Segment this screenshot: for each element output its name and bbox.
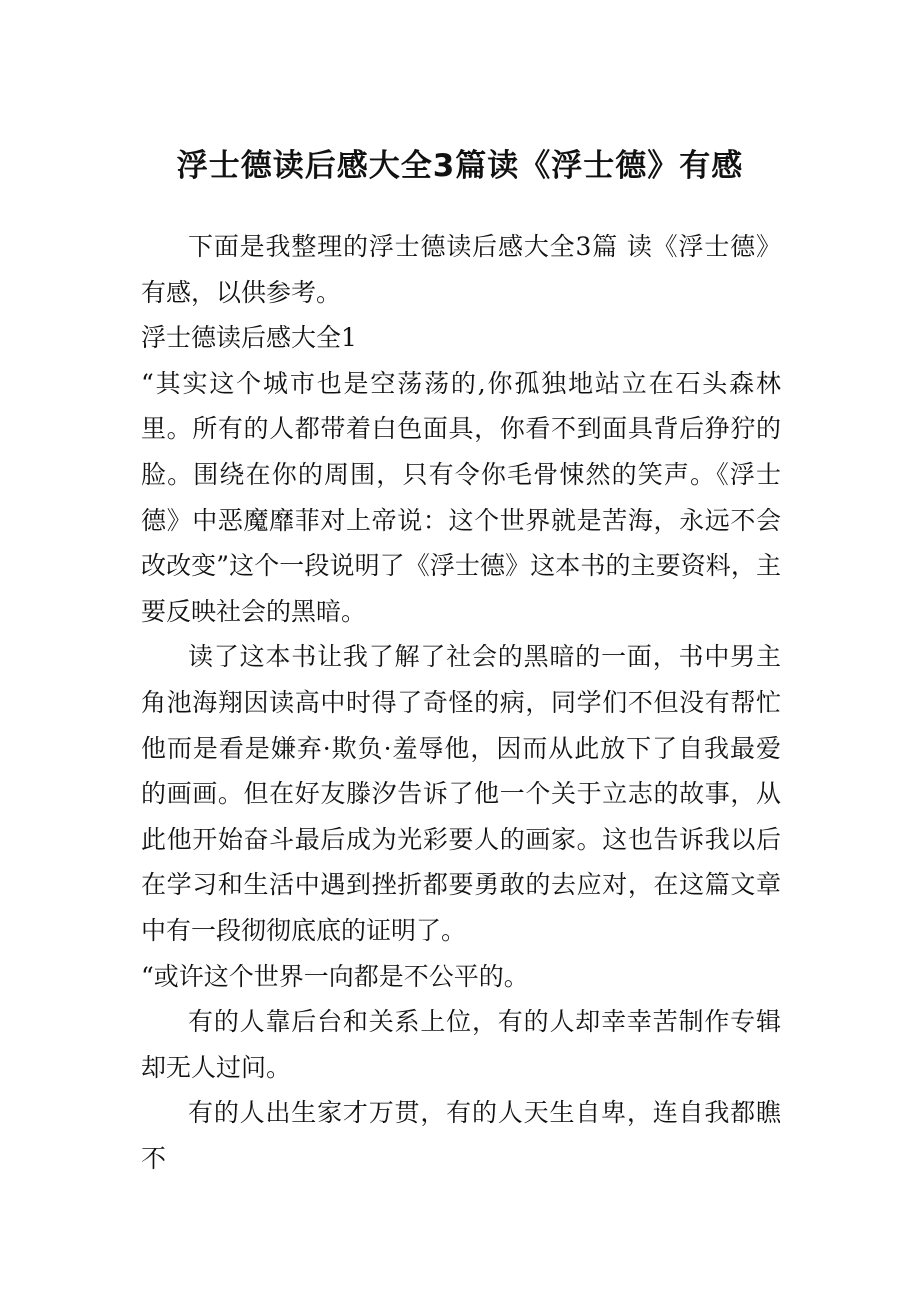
intro-paragraph: 下面是我整理的浮士德读后感大全3篇 读《浮士德》有感，以供参考。: [141, 232, 781, 307]
document-body: [141, 224, 781, 1181]
section-heading: 浮士德读后感大全1: [141, 323, 357, 353]
document-title: 浮士德读后感大全3篇读《浮士德》有感: [176, 148, 744, 184]
quote-paragraph: “或许这个世界一向都是不公平的。: [141, 961, 529, 991]
quote-paragraph: “其实这个城市也是空荡荡的,你孤独地站立在石头森林里。所有的人都带着白色面具，你看不到面具背后狰狞的脸。围绕在你的周围，只有令你毛骨悚然的笑声。《浮士德》中恶魔靡菲对上帝说：这个世界就是苦海，永远不会改改变”这个一段说明了《浮士德》这本书的主要资料，主要反映社会的黑暗。: [141, 368, 781, 626]
body-paragraph: 读了这本书让我了解了社会的黑暗的一面，书中男主角池海翔因读高中时得了奇怪的病，同学们不但没有帮忙他而是看是嫌弃·欺负·羞辱他，因而从此放下了自我最爱的画画。但在好友滕汐告诉了他一个关于立志的故事，从此他开始奋斗最后成为光彩要人的画家。这也告诉我以后在学习和生活中遇到挫折都要勇敢的去应对，在这篇文章中有一段彻彻底底的证明了。: [141, 642, 781, 945]
body-paragraph: 有的人靠后台和关系上位，有的人却幸幸苦制作专辑却无人过问。: [141, 1007, 781, 1082]
body-paragraph: 有的人出生家才万贯，有的人天生自卑，连自我都瞧不: [141, 1098, 781, 1173]
